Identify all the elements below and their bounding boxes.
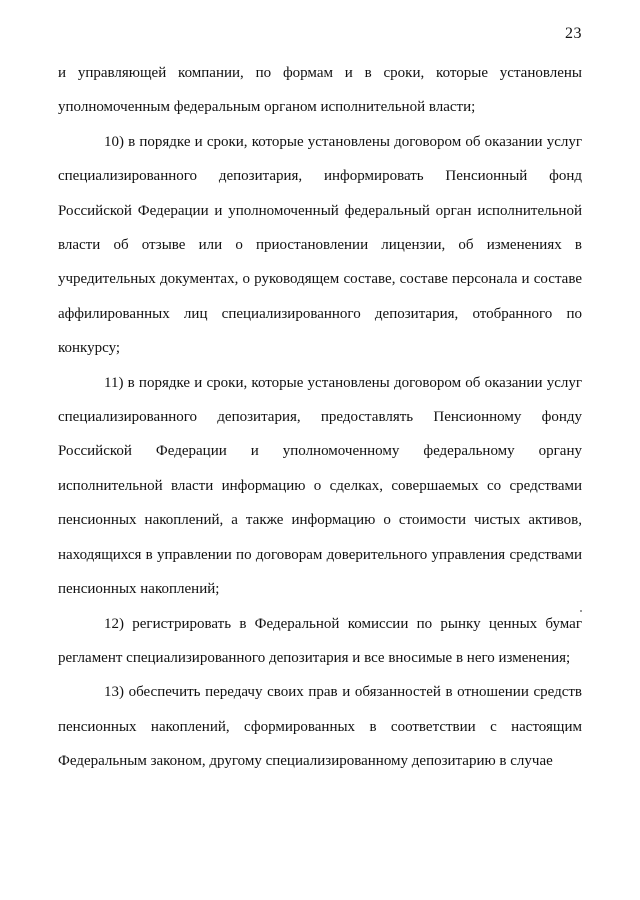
paragraph-item-12: 12) регистрировать в Федеральной комиссии по рынку ценных бумаг регламент специализированного депозитария и все вносимые в него изменения;	[58, 615, 582, 666]
scan-speck	[580, 610, 582, 612]
paragraph-item-13: 13) обеспечить передачу своих прав и обязанностей в отношении средств пенсионных накоплений, сформированных в соответствии с настоящим Федеральным законом, другому специализированному депозитарию в случае	[58, 684, 582, 770]
page-number: 23	[565, 25, 582, 42]
document-body	[58, 56, 582, 779]
paragraph-item-11: 11) в порядке и сроки, которые установлены договором об оказании услуг специализированного депозитария, предоставлять Пенсионному фонду Российской Федерации и уполномоченному федеральному органу исполнительной власти информацию о сделках, совершаемых со средствами пенсионных накоплений, а также информацию о стоимости чистых активов, находящихся в управлении по договорам доверительного управления средствами пенсионных накоплений;	[58, 374, 582, 598]
paragraph-item-10: 10) в порядке и сроки, которые установлены договором об оказании услуг специализированного депозитария, информировать Пенсионный фонд Российской Федерации и уполномоченный федеральный орган исполнительной власти об отзыве или о приостановлении лицензии, об изменениях в учредительных документах, о руководящем составе, составе персонала и составе аффилированных лиц специализированного депозитария, отобранного по конкурсу;	[58, 133, 582, 357]
paragraph-continuation: и управляющей компании, по формам и в сроки, которые установлены уполномоченным федеральным органом исполнительной власти;	[58, 65, 582, 116]
